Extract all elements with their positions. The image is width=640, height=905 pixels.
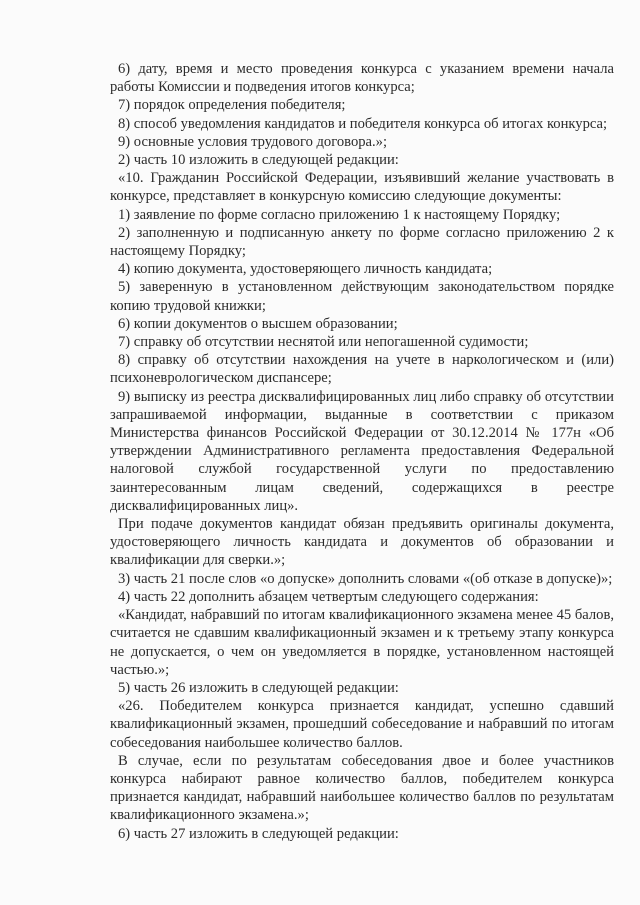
paragraph: 7) порядок определения победителя; [118, 97, 346, 114]
paragraph: 2) заполненную и подписанную анкету по форме согласно приложению 2 к настоящему Порядку; [110, 224, 614, 260]
paragraph: 1) заявление по форме согласно приложению 1 к настоящему Порядку; [118, 206, 561, 223]
paragraph: «10. Гражданин Российской Федерации, изъявивший желание участвовать в конкурсе, представляет в конкурсную комиссию следующие документы: [110, 170, 614, 205]
paragraph: 9) основные условия трудового договора.»; [118, 133, 388, 150]
paragraph: 8) способ уведомления кандидатов и победителя конкурса об итогах конкурса; [118, 115, 608, 132]
paragraph: «26. Победителем конкурса признается кандидат, успешно сдавший квалификационный экзамен, прошедший собеседование и набравший по итогам собеседования наибольшее количество баллов. [110, 698, 614, 751]
paragraph: «Кандидат, набравший по итогам квалификационного экзамена менее 45 балов, считается не сдавшим квалификационный экзамен и к третьему этапу конкурса не допускается, о чем он уведомляется в порядке, установленном настоящей частью.»; [110, 607, 614, 678]
paragraph: 5) часть 26 изложить в следующей редакции: [118, 679, 399, 696]
paragraph: 9) выписку из реестра дисквалифицированных лиц либо справку об отсутствии запрашиваемой информации, выданные в соответствии с приказом Министерства финансов Российской Федерации от 30.12.2014 № 177н «Об утверждении Административного регламента предоставления Федеральной налоговой службой государственной услуги по предоставлению заинтересованным лицам сведений, содержащихся в реестре дисквалифицированных лиц». [110, 388, 614, 514]
paragraph: При подаче документов кандидат обязан предъявить оригиналы документа, удостоверяющего личность кандидата и документов об образовании и квалификации для сверки.»; [110, 516, 614, 569]
paragraph: 4) часть 22 дополнить абзацем четвертым следующего содержания: [118, 588, 539, 605]
paragraph: 6) копии документов о высшем образовании; [118, 315, 398, 332]
paragraph: 5) заверенную в установленном действующим законодательством порядке копию трудовой книжки; [110, 279, 614, 314]
paragraph: 4) копию документа, удостоверяющего личность кандидата; [118, 261, 493, 278]
paragraph: 8) справку об отсутствии нахождения на учете в наркологическом и (или) психоневрологическом диспансере; [110, 352, 614, 387]
paragraph: 2) часть 10 изложить в следующей редакции: [118, 152, 399, 169]
paragraph: 7) справку об отсутствии неснятой или непогашенной судимости; [118, 334, 529, 351]
paragraph: В случае, если по результатам собеседования двое и более участников конкурса набирают равное количество баллов, победителем конкурса признается кандидат, набравший наибольшее количество баллов по результатам квалификационного экзамена.»; [110, 752, 614, 824]
paragraph: 3) часть 21 после слов «о допуске» дополнить словами «(об отказе в допуске)»; [118, 570, 613, 587]
paragraph: 6) дату, время и место проведения конкурса с указанием времени начала работы Комиссии и подведения итогов конкурса; [110, 61, 614, 96]
paragraph: 6) часть 27 изложить в следующей редакции: [118, 825, 399, 842]
